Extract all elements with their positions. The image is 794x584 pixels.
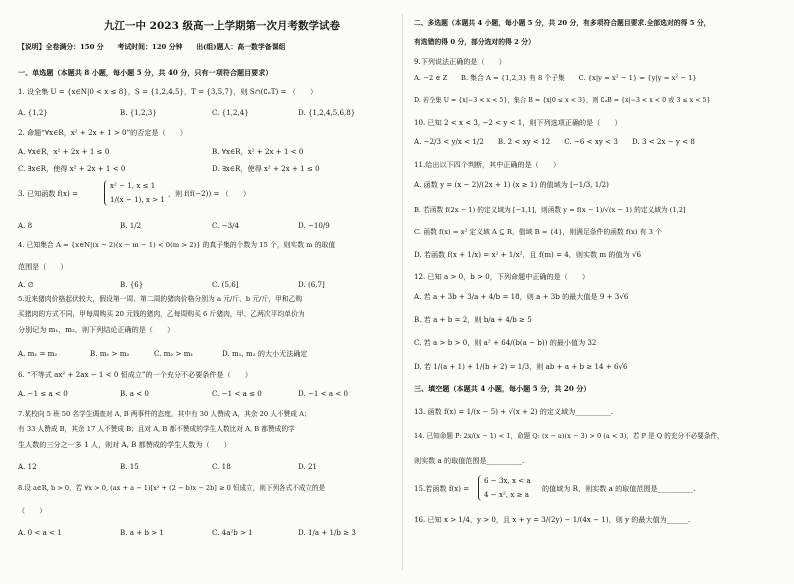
q3-option-d: D. −10/9 [298,221,330,230]
q1-option-a: A. {1,2} [18,108,48,117]
q4-option-b: B. {6} [120,280,144,289]
question-5-line-1: 5.近来猪肉价格起伏较大，假设第一周、第二周的猪肉价格分别为 a 元/斤、b 元/斤，甲和乙购 [18,295,303,303]
exam-info: 【说明】全卷满分：150 分 考试时间：120 分钟 出(组)题人：高一数学备课组 [18,43,286,51]
q3-option-a: A. 8 [18,221,33,230]
q8-option-b: B. a + b > 1 [120,528,164,537]
q3-option-b: B. 1/2 [120,221,142,230]
question-5-line-2: 买猪肉的方式不同，甲每周购买 20 元钱的猪肉，乙每周购买 6 斤猪肉，甲、乙两次平均单价为 [18,310,305,318]
question-1: 1. 设全集 U = {x∈N|0 < x ≤ 8}，S = {1,2,4,5}，T = {3,5,7}，则 S∩(∁ᵤT) = （ ） [18,87,318,96]
q2-option-c: C. ∃x∈R，使得 x² + 2x + 1 < 0 [18,164,126,173]
question-10: 10. 已知 2 < x < 3, −2 < y < 1，则下列选项正确的是（ ） [414,118,622,127]
q12-option-c: C. 若 a > b > 0，则 a² + 64/(b(a − b)) 的最小值为 32 [414,338,597,347]
q4-option-a: A. ∅ [18,280,34,289]
q2-option-b: B. ∀x∈R，x² + 2x + 1 < 0 [212,147,304,156]
q5-option-b: B. m₁ > m₂ [90,349,130,358]
q5-option-d: D. m₁, m₂ 的大小无法确定 [222,349,308,358]
q6-option-a: A. −1 ≤ a < 0 [18,389,68,398]
question-13: 13. 函数 f(x) = 1/(x − 5) + √(x + 2) 的定义域为__________. [414,407,613,416]
question-7-line-1: 7.某校向 5 班 50 名学生调查对 A, B 两事件的态度，其中有 30 人赞成 A，其余 20 人不赞成 A； [18,410,311,418]
q11-option-b: B. 若函数 f(2x − 1) 的定义域为 [−1,1]，则函数 y = f(x − 1)/√(x − 1) 的定义域为 (1,2] [414,206,686,214]
q8-option-a: A. 0 < a < 1 [18,528,62,537]
question-11: 11.给出以下四个判断，其中正确的是（ ） [414,160,561,169]
question-6: 6. “不等式 ax² + 2ax − 1 < 0 恒成立”的一个充分不必要条件是（ ） [18,370,252,379]
q2-option-a: A. ∀x∈R，x² + 2x + 1 ≤ 0 [18,147,110,156]
question-3: 3. 已知函数 f(x) = [18,189,79,198]
q3-piece-1: x² − 1, x ≤ 1 [110,181,156,190]
section-multi-choice-cont: 有选错的得 0 分，部分选对的得 2 分） [414,38,535,46]
q3-option-c: C. −3/4 [212,221,240,230]
question-12: 12. 已知 a > 0，b > 0，下列命题中正确的是（ ） [414,272,590,281]
q15-piece-2: 4 − x², x ≥ a [484,490,530,499]
section-single-choice: 一、单选题（本题共 8 小题，每小题 5 分，共 40 分，只有一项符合题目要求） [18,68,273,77]
q12-option-b: B. 若 a + b = 2，则 b/a + 4/b ≥ 5 [414,315,532,324]
q15-piece-1: 6 − 3x, x < a [484,476,531,485]
question-8: 8.设 a∈R, b > 0，若 ∀x > 0, (ax + a − 1)[x² + (2 − b)x − 2b] ≥ 0 恒成立，则下列各式不成立的是 [18,484,326,492]
q10-options: A. −2/3 < y/x < 1/2 B. 2 < xy < 12 C. −6 < xy < 3 D. 3 < 2x − y < 8 [414,137,695,146]
q3-tail: ，则 f(f(−2)) = （ ） [168,189,251,198]
question-4-cont: 范围是（ ） [18,262,68,271]
q8-option-c: C. 4a²b > 1 [212,528,253,537]
question-9: 9.下列说法正确的是（ ） [414,57,506,66]
q1-option-d: D. {1,2,4,5,6,8} [298,108,356,117]
question-2: 2. 命题“∀x∈R，x² + 2x + 1 > 0”的否定是（ ） [18,128,187,137]
question-14-cont: 则实数 a 的取值范围是__________. [414,456,525,465]
q6-option-d: D. −1 < a < 0 [298,389,349,398]
q1-option-c: C. {1,2,4} [212,108,249,117]
question-8-cont: （ ） [18,506,47,515]
q11-option-d: D. 若函数 f(x + 1/x) = x² + 1/x²，且 f(m) = 4，则实数 m 的值为 √6 [414,250,641,259]
section-fill-in: 三、填空题（本题共 4 小题，每小题 5 分，共 20 分） [414,384,591,393]
question-5-line-3: 分别记为 m₁，m₂，则下列结论正确的是（ ） [18,325,175,334]
q5-option-c: C. m₂ > m₁ [154,349,194,358]
section-multi-choice: 二、多选题（本题共 4 小题，每小题 5 分，共 20 分，有多项符合题目要求.全部选对的得 5 分， [414,19,711,27]
q12-option-d: D. 若 1/(a + 1) + 1/(b + 2) = 1/3，则 ab + a + b ≥ 14 + 6√6 [414,362,628,371]
question-14: 14. 已知命题 P: 2x/(x − 1) < 1，命题 Q: (x − a)(x − 3) > 0 (a < 3)，若 P 是 Q 的充分不必要条件， [414,432,724,440]
q8-option-d: D. 1/a + 1/b ≥ 3 [298,528,356,537]
q3-piece-2: 1/(x − 1), x > 1 [110,195,165,204]
q12-option-a: A. 若 a + 3b + 3/a + 4/b = 18，则 a + 3b 的最大值是 9 + 3√6 [414,292,629,301]
q6-option-b: B. a < 0 [120,389,149,398]
q3-brace [104,180,109,206]
q7-option-b: B. 15 [120,462,139,471]
q4-option-c: C. (5,6] [212,280,239,289]
q4-option-d: D. (6,7] [298,280,325,289]
left-column [16,0,396,584]
question-7-line-3: 生人数的三分之一多 1 人，则对 A, B 都赞成的学生人数为（ ） [18,440,231,449]
q9-options-abc: A. −2 ∈ Z B. 集合 A = {1,2,3} 有 8 个子集 C. {x|y = x² − 1} = {y|y = x² − 1} [414,74,697,82]
q5-option-a: A. m₁ = m₂ [18,349,58,358]
q7-option-a: A. 12 [18,462,37,471]
column-divider [402,14,403,570]
question-7-line-2: 有 33 人赞成 B，其余 17 人不赞成 B；且对 A, B 都不赞成的学生人数比对 A, B 都赞成的学 [18,425,295,433]
q6-option-c: C. −1 < a ≤ 0 [212,389,262,398]
q2-option-d: D. ∃x∈R，使得 x² + 2x + 1 ≤ 0 [212,164,320,173]
q7-option-d: D. 21 [298,462,317,471]
right-column [412,0,784,584]
q1-option-b: B. {1,2,3} [120,108,157,117]
question-15: 15.若函数 f(x) = [414,484,470,493]
q11-option-c: C. 函数 f(x) = x² 定义域 A ⊆ R，值域 B = {4}，则满足条件的函数 f(x) 有 3 个 [414,228,662,236]
question-4: 4. 已知集合 A = {x∈N|(x − 2)(x − m − 1) < 0(m > 2)} 的真子集的个数为 15 个，则实数 m 的取值 [18,241,336,249]
q9-option-d: D. 若全集 U = {x|−3 < x < 5}，集合 B = {x|0 ≤ x < 3}，则 ∁ᵤB = {x|−3 < x < 0 或 3 ≤ x < 5} [414,97,711,104]
exam-title: 九江一中 2023 级高一上学期第一次月考数学试卷 [104,20,341,32]
question-16: 16. 已知 x > 1/4，y > 0，且 x + y = 3/(2y) − 1/(4x − 1)，则 y 的最大值为______. [414,515,691,524]
q7-option-c: C. 18 [212,462,231,471]
q15-brace [478,475,483,501]
q11-option-a: A. 函数 y = (x − 2)/(2x + 1) (x ≥ 1) 的值域为 [−1/3, 1/2) [414,180,609,189]
q15-tail: 的值域为 R，则实数 a 的取值范围是__________. [542,484,696,493]
